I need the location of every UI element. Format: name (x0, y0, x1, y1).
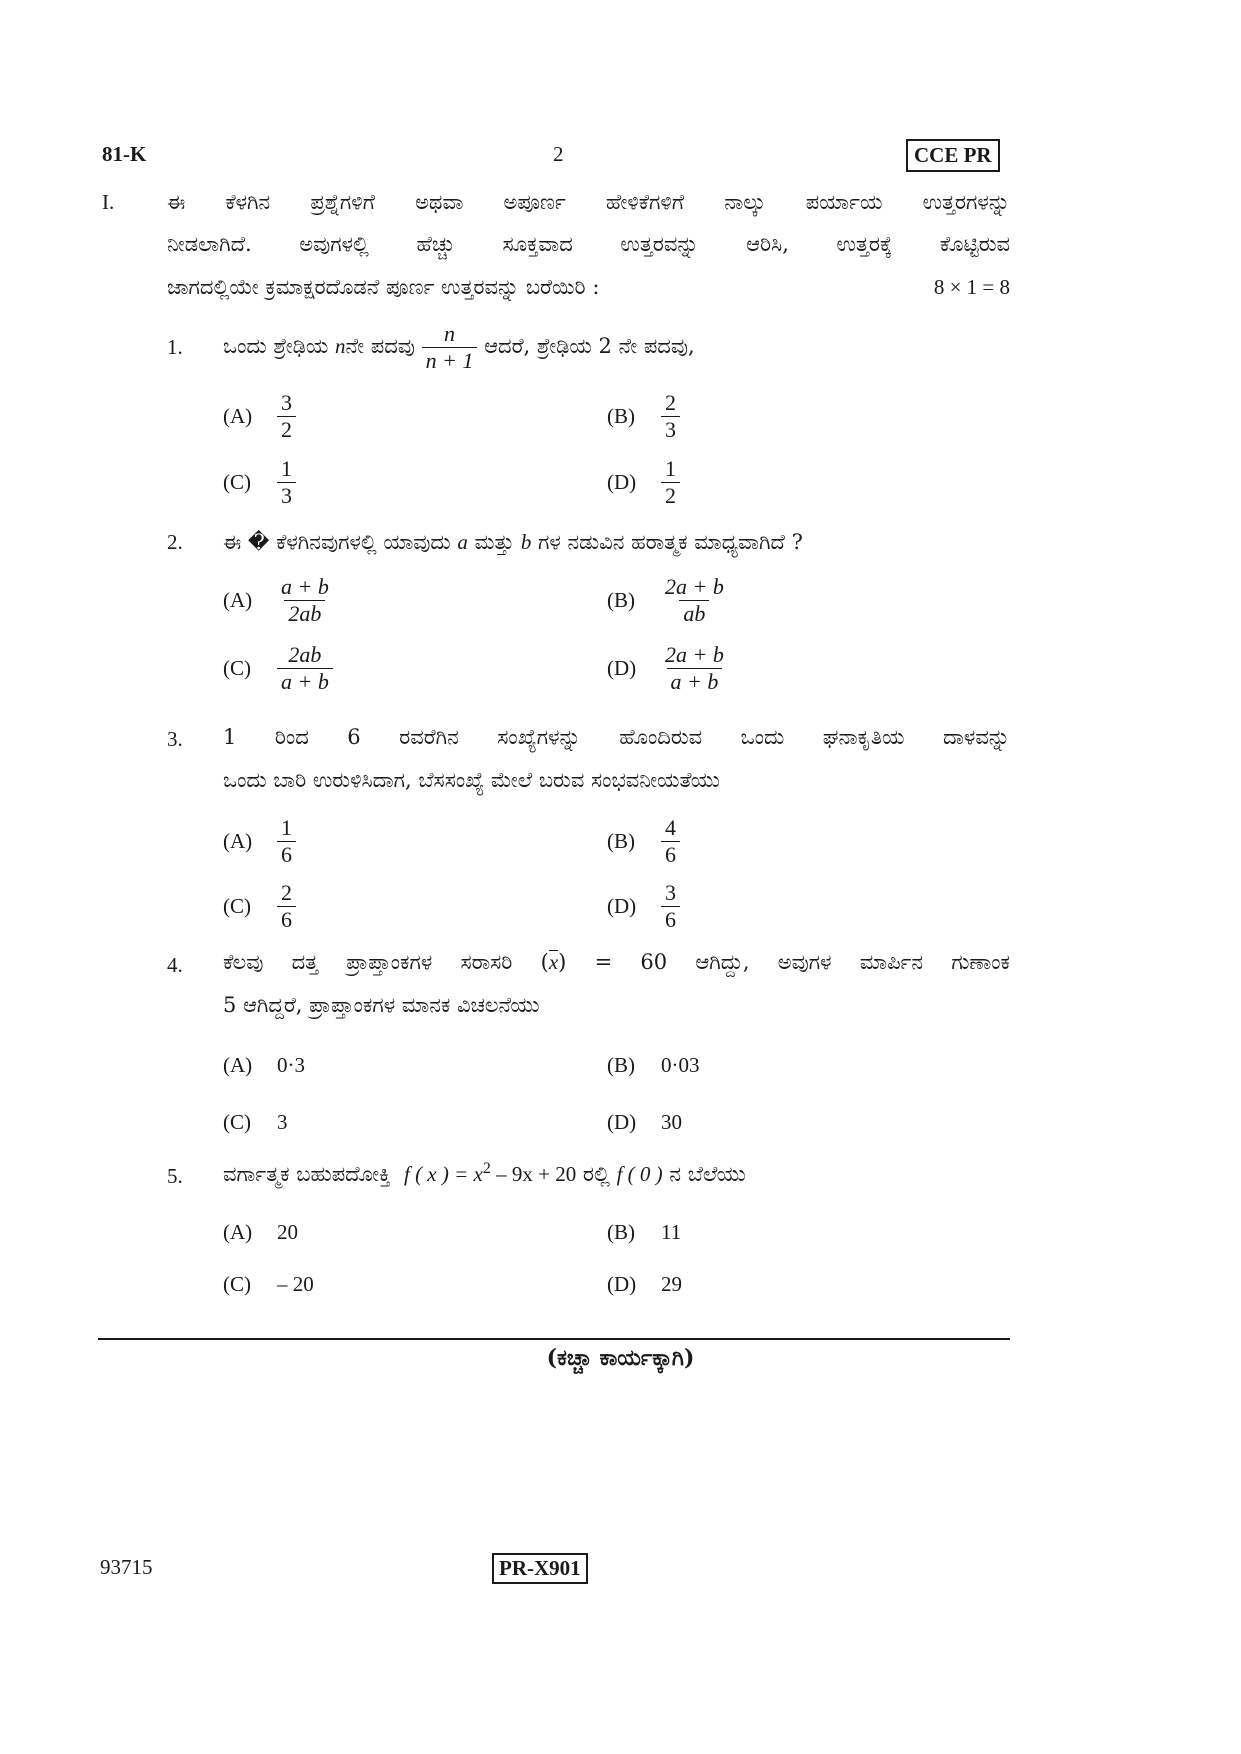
question-text-part: ಒಂದು ಶ್ರೇಢಿಯ (223, 334, 329, 359)
option-d[interactable] (607, 457, 680, 508)
option-label: (B) (607, 1053, 635, 1077)
fraction-denominator: 3 (661, 416, 680, 442)
option-d[interactable] (607, 1272, 682, 1297)
fraction (661, 391, 680, 442)
question-text-part: ರಲ್ಲಿ (582, 1162, 610, 1186)
fraction-denominator: 2ab (284, 600, 325, 626)
option-b[interactable] (607, 1053, 700, 1078)
option-value: 3 (277, 1110, 288, 1134)
question-number: 4. (167, 953, 183, 977)
variable-n: n (335, 334, 346, 359)
option-label: (C) (223, 470, 251, 495)
question-number: 2. (167, 530, 183, 554)
fraction (661, 457, 680, 508)
fraction-denominator: 6 (661, 841, 680, 867)
question-text-part: ಆದರೆ, ಶ್ರೇಢಿಯ 2 ನೇ ಪದವು, (484, 334, 695, 359)
option-label: (A) (223, 588, 253, 613)
rough-work-caption: (ಕಚ್ಚಾ ಕಾರ್ಯಕ್ಕಾಗಿ) (546, 1345, 695, 1371)
question-number: 5. (167, 1164, 183, 1188)
question-text-part: ವರ್ಗಾತ್ಮಕ ಬಹುಪದೋಕ್ತಿ (223, 1162, 391, 1186)
option-value: 30 (661, 1110, 682, 1134)
question-text (223, 950, 1010, 975)
option-label: (B) (607, 588, 635, 613)
question-text (223, 530, 803, 555)
fraction-denominator: 6 (277, 906, 296, 932)
fraction-numerator: 3 (665, 880, 676, 905)
fraction (422, 322, 478, 373)
option-label: (C) (223, 1272, 251, 1296)
question-text-part: ನೇ ಪದವು (345, 334, 415, 359)
fraction-denominator: 6 (661, 906, 680, 932)
fraction-numerator: 1 (281, 815, 292, 840)
fraction-denominator: 2 (277, 416, 296, 442)
question-number: 3. (167, 727, 183, 751)
question-text: ಒಂದು ಬಾರಿ ಉರುಳಿಸಿದಾಗ, ಬೆಸಸಂಖ್ಯೆ ಮೇಲೆ ಬರುವ ಸಂಭವನೀಯತೆಯು (223, 768, 720, 792)
fraction-numerator: 2 (281, 880, 292, 905)
option-c[interactable] (223, 643, 333, 694)
option-b[interactable] (607, 391, 680, 442)
instruction-line: ಈ ಕೆಳಗಿನ ಪ್ರಶ್ನೆಗಳಿಗೆ ಅಥವಾ ಅಪೂರ್ಣ ಹೇಳಿಕೆಗಳಿಗೆ ನಾಲ್ಕು ಪರ್ಯಾಯ ಉತ್ತರಗಳನ್ನು (167, 190, 1010, 214)
function-at-zero: f ( 0 ) (616, 1162, 663, 1186)
variable-a: a (457, 530, 468, 554)
fraction (277, 391, 296, 442)
question-text-part: ) = 60 ಆಗಿದ್ದು, ಅವುಗಳ ಮಾರ್ಪಿನ ಗುಣಾಂಕ (558, 950, 1010, 974)
option-label: (A) (223, 1220, 253, 1244)
fraction-denominator: ab (679, 600, 709, 626)
question-text: 5 ಆಗಿದ್ದರೆ, ಪ್ರಾಪ್ತಾಂಕಗಳ ಮಾನಕ ವಿಚಲನೆಯು (223, 993, 540, 1017)
option-c[interactable] (223, 457, 296, 508)
option-value: – 20 (277, 1272, 314, 1296)
fraction-numerator: a + b (281, 574, 329, 599)
option-a[interactable] (223, 575, 333, 626)
option-label: (D) (607, 470, 637, 495)
fraction (277, 575, 333, 626)
fraction-denominator: n + 1 (422, 347, 478, 373)
question-text-part: ಗಳ ನಡುವಿನ ಹರಾತ್ಮಕ ಮಾಧ್ಯವಾಗಿದೆ ? (538, 530, 803, 554)
divider-rule (98, 1338, 1010, 1340)
option-a[interactable] (223, 1053, 305, 1078)
option-label: (C) (223, 656, 251, 681)
fraction-numerator: 3 (281, 390, 292, 415)
option-b[interactable] (607, 575, 728, 626)
fraction (661, 575, 728, 626)
question-text-part: ಈ � ಕೆಳಗಿನವುಗಳಲ್ಲಿ ಯಾವುದು (223, 530, 451, 554)
variable-b: b (520, 530, 532, 554)
option-label: (B) (607, 829, 635, 854)
fraction-denominator: 6 (277, 841, 296, 867)
fraction (277, 457, 296, 508)
section-instructions (167, 190, 1010, 299)
fraction-denominator: a + b (277, 668, 333, 694)
option-d[interactable] (607, 881, 680, 932)
option-value: 29 (661, 1272, 682, 1296)
fraction-denominator: a + b (667, 668, 723, 694)
question-text-part: ಕೆಲವು ದತ್ತ ಪ್ರಾಪ್ತಾಂಕಗಳ ಸರಾಸರಿ ( (223, 950, 549, 974)
option-label: (D) (607, 894, 637, 919)
option-c[interactable] (223, 881, 296, 932)
option-value: 0·3 (277, 1053, 305, 1077)
board-badge: CCE PR (906, 139, 1000, 172)
question-text (223, 322, 695, 373)
fraction-numerator: 1 (665, 456, 676, 481)
option-label: (A) (223, 829, 253, 854)
question-text-part: ಮತ್ತು (474, 530, 515, 554)
question-text: 1 ರಿಂದ 6 ರವರೆಗಿನ ಸಂಖ್ಯೆಗಳನ್ನು ಹೊಂದಿರುವ ಒಂದು ಘನಾಕೃತಿಯ ದಾಳವನ್ನು (223, 725, 1010, 749)
fraction (661, 816, 680, 867)
option-label: (D) (607, 1110, 637, 1134)
option-value: 0·03 (661, 1053, 700, 1077)
option-label: (B) (607, 404, 635, 429)
marks-allocation: 8 × 1 = 8 (933, 275, 1010, 299)
fraction-numerator: 2 (665, 390, 676, 415)
instruction-line: ನೀಡಲಾಗಿದೆ. ಅವುಗಳಲ್ಲಿ ಹೆಚ್ಚು ಸೂಕ್ತವಾದ ಉತ್ತರವನ್ನು ಆರಿಸಿ, ಉತ್ತರಕ್ಕೆ ಕೊಟ್ಟಿರುವ (167, 232, 1010, 256)
option-label: (A) (223, 404, 253, 429)
option-label: (A) (223, 1053, 253, 1077)
fraction (277, 816, 296, 867)
option-b[interactable] (607, 1220, 681, 1245)
option-c[interactable] (223, 1110, 288, 1135)
exponent: 2 (482, 1160, 491, 1177)
option-c[interactable] (223, 1272, 314, 1297)
option-value: 20 (277, 1220, 298, 1244)
fraction-denominator: 3 (277, 482, 296, 508)
option-a[interactable] (223, 1220, 298, 1245)
fraction-numerator: 4 (665, 815, 676, 840)
question-text (223, 1160, 746, 1187)
option-label: (C) (223, 894, 251, 919)
option-d[interactable] (607, 1110, 682, 1135)
fraction-numerator: 2a + b (665, 642, 724, 667)
option-a[interactable] (223, 816, 296, 867)
option-b[interactable] (607, 816, 680, 867)
option-label: (D) (607, 1272, 637, 1296)
fraction-denominator: 2 (661, 482, 680, 508)
option-a[interactable] (223, 391, 296, 442)
page-number: 2 (553, 142, 564, 166)
section-number: I. (102, 190, 115, 214)
option-label: (B) (607, 1220, 635, 1244)
instruction-line (167, 275, 1010, 300)
option-d[interactable] (607, 643, 728, 694)
option-value: 11 (661, 1220, 682, 1244)
series-badge: PR-X901 (492, 1553, 588, 1584)
question-text-part: ನ ಬೆಲೆಯು (669, 1162, 746, 1186)
fraction (277, 881, 296, 932)
paper-code: 81-K (102, 142, 147, 166)
fraction-numerator: 2ab (288, 642, 322, 667)
footer-code: 93715 (100, 1555, 153, 1579)
fraction-numerator: 1 (281, 456, 292, 481)
function-expression: f ( x ) = x (403, 1162, 483, 1186)
fraction-numerator: n (444, 321, 456, 346)
function-expression-rest: – 9x + 20 (490, 1162, 577, 1186)
mean-symbol: x (548, 950, 559, 974)
fraction-numerator: 2a + b (665, 574, 724, 599)
option-label: (D) (607, 656, 637, 681)
option-label: (C) (223, 1110, 251, 1134)
question-number: 1. (167, 335, 183, 359)
fraction (661, 881, 680, 932)
instruction-line-text: ಜಾಗದಲ್ಲಿಯೇ ಕ್ರಮಾಕ್ಷರದೊಡನೆ ಪೂರ್ಣ ಉತ್ತರವನ್ನು ಬರೆಯಿರಿ : (167, 275, 600, 299)
fraction (277, 643, 333, 694)
fraction (661, 643, 728, 694)
